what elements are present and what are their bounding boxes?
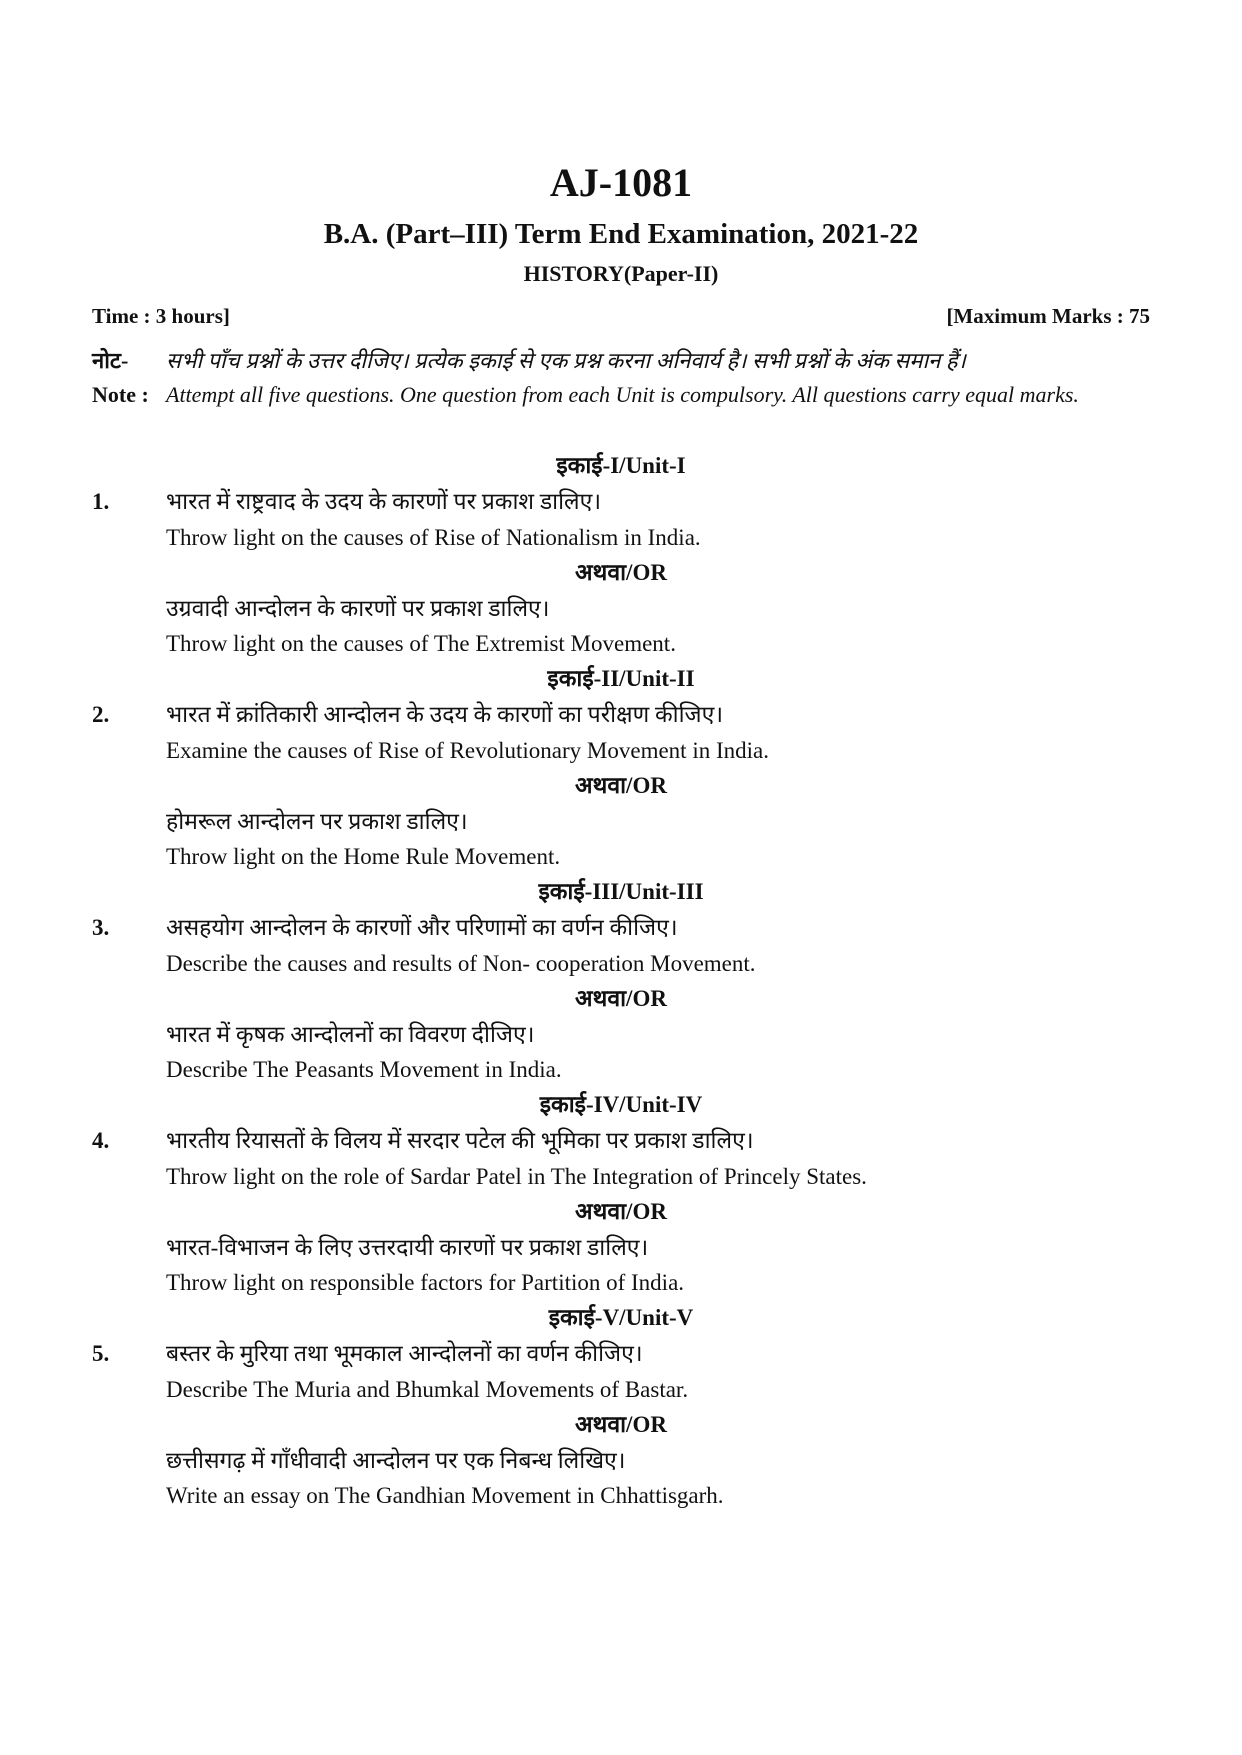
unit-heading: इकाई-IV/Unit-IV — [539, 1092, 703, 1117]
question-english: Describe the causes and results of Non- cooperation Movement. — [166, 951, 756, 976]
time-label: Time : 3 hours] — [92, 304, 230, 328]
or-separator: अथवा/OR — [575, 773, 667, 798]
alt-question-hindi: भारत-विभाजन के लिए उत्तरदायी कारणों पर प्रकाश डालिए। — [166, 1235, 649, 1260]
question-english: Throw light on the causes of Rise of Nationalism in India. — [166, 525, 701, 550]
question-hindi: भारतीय रियासतों के विलय में सरदार पटेल की भूमिका पर प्रकाश डालिए। — [166, 1128, 754, 1153]
note-hindi-label: नोट- — [92, 348, 129, 373]
question-number: 5. — [92, 1341, 110, 1366]
alt-question-hindi: उग्रवादी आन्दोलन के कारणों पर प्रकाश डालिए। — [166, 596, 550, 621]
question-number: 3. — [92, 915, 110, 940]
alt-question-english: Throw light on the causes of The Extremist Movement. — [166, 631, 676, 656]
alt-question-english: Write an essay on The Gandhian Movement in Chhattisgarh. — [166, 1483, 724, 1508]
or-separator: अथवा/OR — [575, 986, 667, 1011]
question-english: Describe The Muria and Bhumkal Movements of Bastar. — [166, 1377, 689, 1402]
alt-question-hindi: होमरूल आन्दोलन पर प्रकाश डालिए। — [166, 809, 468, 834]
note-english-label: Note : — [92, 382, 149, 407]
alt-question-english: Throw light on responsible factors for Partition of India. — [166, 1270, 685, 1295]
unit-heading: इकाई-II/Unit-II — [547, 666, 695, 691]
note-hindi-text: सभी पाँच प्रश्नों के उत्तर दीजिए। प्रत्येक इकाई से एक प्रश्न करना अनिवार्य है। सभी प्रश्नों के अंक समान हैं। — [166, 348, 966, 373]
question-english: Throw light on the role of Sardar Patel in The Integration of Princely States. — [166, 1164, 867, 1189]
max-marks-label: [Maximum Marks : 75 — [946, 304, 1150, 328]
question-number: 1. — [92, 489, 110, 514]
question-hindi: बस्तर के मुरिया तथा भूमकाल आन्दोलनों का वर्णन कीजिए। — [166, 1341, 643, 1366]
question-hindi: भारत में राष्ट्रवाद के उदय के कारणों पर प्रकाश डालिए। — [166, 489, 602, 514]
exam-title: B.A. (Part–III) Term End Examination, 2021-22 — [323, 218, 919, 250]
alt-question-hindi: भारत में कृषक आन्दोलनों का विवरण दीजिए। — [166, 1022, 535, 1047]
or-separator: अथवा/OR — [575, 1199, 667, 1224]
paper-code: AJ-1081 — [549, 160, 693, 205]
question-hindi: असहयोग आन्दोलन के कारणों और परिणामों का वर्णन कीजिए। — [166, 915, 678, 940]
question-hindi: भारत में क्रांतिकारी आन्दोलन के उदय के कारणों का परीक्षण कीजिए। — [166, 702, 724, 727]
alt-question-english: Throw light on the Home Rule Movement. — [166, 844, 561, 869]
alt-question-english: Describe The Peasants Movement in India. — [166, 1057, 562, 1082]
or-separator: अथवा/OR — [575, 1412, 667, 1437]
note-hindi — [92, 344, 1152, 378]
question-number: 4. — [92, 1128, 110, 1153]
note-english-text: Attempt all five questions. One question from each Unit is compulsory. All questions carry equal marks. — [166, 382, 1079, 407]
or-separator: अथवा/OR — [575, 560, 667, 585]
exam-meta-row — [92, 302, 1150, 330]
note-english — [92, 378, 1152, 412]
alt-question-hindi: छत्तीसगढ़ में गाँधीवादी आन्दोलन पर एक निबन्ध लिखिए। — [166, 1448, 626, 1473]
question-number: 2. — [92, 702, 110, 727]
subject-title: HISTORY(Paper-II) — [523, 261, 719, 286]
unit-heading: इकाई-III/Unit-III — [538, 879, 704, 904]
question-english: Examine the causes of Rise of Revolutionary Movement in India. — [166, 738, 769, 763]
unit-heading: इकाई-I/Unit-I — [556, 453, 686, 478]
unit-heading: इकाई-V/Unit-V — [548, 1305, 694, 1330]
